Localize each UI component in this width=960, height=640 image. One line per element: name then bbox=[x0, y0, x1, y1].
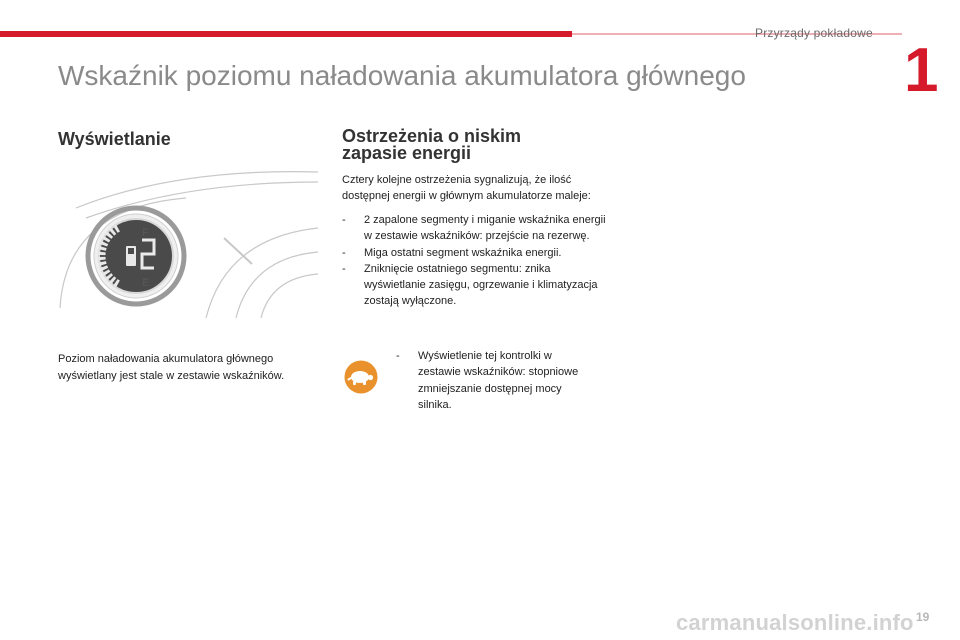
page-title: Wskaźnik poziomu naładowania akumulatora głównego bbox=[58, 60, 746, 91]
figure-caption: Poziom naładowania akumulatora głównego wyświetlany jest stale w zestawie wskaźników. bbox=[58, 353, 285, 382]
bullet-dash: - bbox=[342, 246, 346, 259]
instrument-cluster-illustration bbox=[56, 168, 320, 320]
bullet-dash: - bbox=[396, 350, 400, 362]
bullet-dash: - bbox=[342, 262, 346, 275]
bullet-dash: - bbox=[342, 214, 346, 226]
section-label: Przyrządy pokładowe bbox=[755, 26, 873, 40]
list-item: - Miga ostatni segment wskaźnika energii. bbox=[342, 245, 610, 261]
watermark: carmanualsonline.info bbox=[676, 610, 914, 635]
turtle-warning-icon bbox=[344, 360, 378, 394]
heading-low-energy-warnings: Ostrzeżenia o niskim zapasie energii bbox=[342, 126, 522, 163]
gauge-label-empty: E bbox=[142, 277, 150, 289]
list-item: - Zniknięcie ostatniego segmentu: znika wyświetlanie zasięgu, ogrzewanie i klimatyzacja zostają wyłączone. bbox=[342, 262, 598, 308]
header-accent-bar bbox=[0, 31, 572, 37]
turtle-warning-text: - Wyświetlenie tej kontrolki w zestawie wskaźników: stopniowe zmniejszanie dostępnej mocy silnika. bbox=[396, 350, 579, 411]
warnings-list bbox=[342, 212, 610, 310]
heading-display: Wyświetlanie bbox=[58, 129, 171, 149]
energy-gauge bbox=[88, 208, 184, 304]
gauge-label-full: F bbox=[142, 227, 149, 239]
list-item: - 2 zapalone segmenty i miganie wskaźnika energii w zestawie wskaźników: przejście na rezerwę. bbox=[342, 214, 606, 243]
warnings-intro: Cztery kolejne ostrzeżenia sygnalizują, że ilość dostępnej energii w głównym akumulatorze maleje: bbox=[342, 174, 591, 203]
chapter-number: 1 bbox=[904, 36, 939, 105]
page-number: 19 bbox=[916, 610, 930, 624]
